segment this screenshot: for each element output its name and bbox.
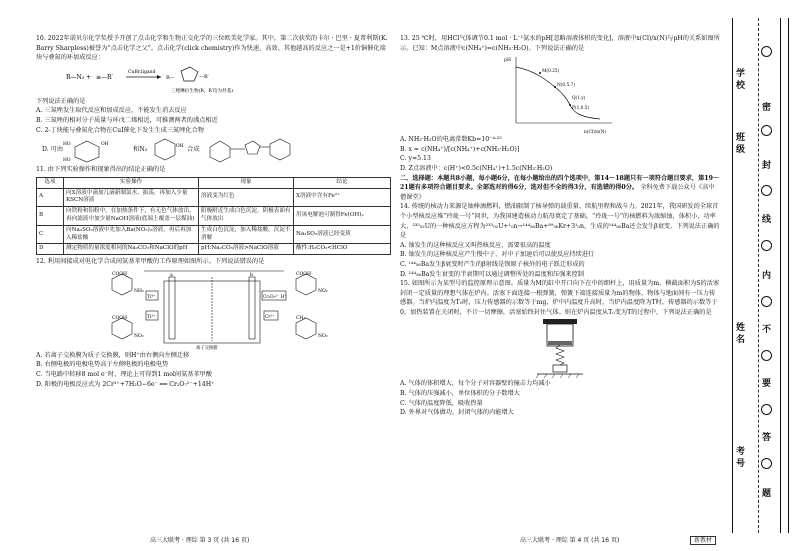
sidebar-field-label: 号 (736, 459, 746, 469)
svg-text:OH: OH (101, 142, 109, 148)
label-cr3: Cr³⁺ (264, 314, 274, 320)
q10-option-c: C. 2-丁炔能与叠氮化合物在CuI催化下发生生成三氮唑化合物 (36, 126, 204, 134)
sidebar-rule-outer (788, 18, 789, 533)
table-cell: 测定物质的量浓度相同的Na₂CO₃和NaClO的pH (64, 244, 199, 255)
download-note: 全科免费下载公众号《高中僧课堂》 (400, 184, 715, 201)
table-cell: 生成白色沉淀，加入稀盐酸，沉淀不消解 (199, 225, 294, 244)
q10-option-b: B. 三氮唑的相对分子质量与环戊二烯相近，可推测两者的沸点相近 (36, 116, 218, 124)
electrolysis-cell (84, 267, 344, 351)
q10-option-d-tail: 合成 (187, 146, 200, 154)
table-header-cell: 现象 (199, 177, 294, 188)
weight-block (553, 365, 567, 372)
q10-stem: 10. 2022年诺贝尔化学奖授予开创了点击化学和生物正交化学的三位欧美化学家。其中，第二次获奖的卡尔 · 巴里 · 夏普利斯(K. Barry Sharpless)被誉为“点击化学之父”。点击化学(click chemistry)作为快速、高效、其他越高的反应之一是+1价铜催化端炔与叠氮的环加成反应： (36, 35, 388, 62)
click-reaction-diagram (66, 63, 266, 97)
binding-hole-icon (761, 296, 772, 307)
q12-option-b: B. 右侧电极的电极电势高于左侧电极的电极电势 (36, 361, 169, 369)
binding-warning-char: 题 (762, 489, 772, 499)
svg-text:HO: HO (63, 158, 71, 164)
ph-titration-graph (500, 53, 620, 135)
table-header-cell: 选项 (37, 177, 64, 188)
binding-warning-char: 答 (762, 433, 772, 443)
label-electrode-a: a (169, 272, 173, 278)
label-ti4: Ti⁴⁺ (146, 294, 155, 300)
binding-warning-char: 封 (762, 161, 772, 171)
q14-option-c: C. ¹⁴⁴₅₆Ba发生β衰变时产生的β射线是钡原子核外的电子跃迁形成的 (400, 260, 585, 268)
titration-curve (516, 67, 600, 119)
section-2-text: 二、选择题：本题共8小题，每小题6分，在每小题给出的四个选项中，第14～18题只有一项符合题目要求，第19～21题有多项符合题目要求。全部选对的得6分，选对但不全的得3分，有选错的得0分。 (400, 174, 720, 192)
q15-option-d: D. 外界对气体做功，封闭气体的内能增大 (400, 409, 514, 417)
sidebar-field-label: 学 (736, 69, 746, 79)
table-cell: B (37, 207, 64, 226)
q12-stem: 12. 利用间接成对电化学合成间氨基苯甲酸的工作原理如图所示。下列说法错误的是 (36, 258, 265, 266)
sugar-structure (63, 135, 133, 165)
right-column (400, 34, 720, 418)
label-no2-2: NO₂ (317, 288, 328, 294)
table-cell: 阳极附近生成白色沉淀，阴极表面有气体放出 (199, 207, 294, 226)
q13-option-a: A. NH₃·H₂O的电离常数Kb=10⁻⁴·²⁵ (400, 136, 502, 144)
electrode-a (169, 277, 175, 339)
footer-left: 高三大联考 · 理综 第 3 页 (共 16 页) (150, 537, 250, 544)
sidebar-field-label: 考 (736, 447, 746, 457)
scheme-alkyne: ≡—R′ (96, 73, 113, 81)
binding-hole-icon (761, 458, 772, 469)
sidebar-cut-line (758, 18, 759, 533)
binding-hole-icon (761, 240, 772, 251)
label-dichromate: Cr₂O₇²⁻ H⁺ (262, 294, 287, 300)
binding-warning-char: 要 (762, 379, 772, 389)
x-axis-label: n(Cl)/n(N) (584, 130, 607, 136)
scheme-catalyst: CuBr,ligand (128, 69, 156, 75)
binding-warning-char: 线 (762, 215, 772, 225)
q11-table (36, 177, 391, 255)
table-header-row (37, 177, 391, 188)
sidebar-rule-right (780, 18, 781, 533)
phenol-structure (147, 135, 187, 165)
table-cell: 向铁粉和铝粉中，在加热条件下，有无色气体放出，再向滤液中加少量NaOH溶液(底端上覆盖一层煤油) (64, 207, 199, 226)
binding-hole-icon (761, 350, 772, 361)
point-m-label: M(0.25) (542, 69, 560, 75)
sidebar-field-label: 班 (736, 133, 746, 143)
label-cooh-2: COOH (111, 315, 127, 321)
table-cell: Na₂SO₃溶液已经变质 (294, 225, 391, 244)
q13-option-c: C. y≈5.13 (400, 155, 431, 163)
label-electrode-b: b (249, 272, 253, 278)
q10-reaction-scheme (36, 63, 391, 97)
table-header-cell: 实验操作 (64, 177, 199, 188)
scheme-azide: R—N₃ + (66, 73, 92, 81)
q14-option-a: A. 铀发生的这种核反应又叫热核反应，需要很高的温度 (400, 241, 551, 249)
sidebar-field-label: 姓 (736, 323, 746, 333)
cylinder-spring-apparatus (525, 317, 595, 379)
q13-stem: 13. 25 ℃时，用HCl气体调节0.1 mol · L⁻¹氨水的pH[忽略溶液体积的变化]，溶液中x(Cl)/x(N)与pH的关系如图所示。已知：M点溶液中c(NH₄⁺)=c(NH₃·H₂O)。下列说法正确的是 (400, 35, 720, 52)
table-row (37, 225, 391, 244)
fixed-ceiling (543, 319, 577, 324)
label-no2: NO₂ (133, 333, 144, 339)
table-cell: X溶液中含有Fe²⁺ (294, 188, 391, 207)
label-cooh-3: COOH (295, 271, 311, 277)
point-n-label: N(0.5,7) (557, 83, 576, 89)
q10-option-d (42, 135, 391, 165)
binding-sidebar (728, 0, 794, 551)
q12-option-a: A. 若离子交换膜为质子交换膜，则H⁺由右侧向左侧迁移 (36, 351, 190, 359)
svg-text:HO: HO (63, 142, 71, 148)
label-nh2: NH₂ (133, 288, 144, 294)
table-cell: D (37, 244, 64, 255)
table-row (37, 188, 391, 207)
svg-text:OH: OH (176, 144, 184, 150)
svg-text:—R′: —R′ (199, 73, 209, 80)
q10-ask: 下列说法正确的是 (36, 97, 86, 105)
q13-option-b: B. x = c(NH₄⁺)/[c(NH₄⁺)+c(NH₃·H₂O)] (400, 145, 520, 153)
point-q-label: Q(1,y) (572, 96, 586, 102)
q14-option-d: D. ¹⁴⁴₅₆Ba发生衰变的半衰期可以通过调整所处的温度和压强来控制 (400, 270, 584, 278)
binding-hole-icon (761, 404, 772, 415)
product-structure (200, 135, 300, 165)
spring (556, 345, 564, 365)
q15-apparatus-diagram (400, 317, 720, 379)
table-cell: 向Na₂SO₃溶液中先加入Ba(NO₃)₂溶液，再后再加入稀盐酸 (64, 225, 199, 244)
binding-warning-char: 不 (762, 325, 772, 335)
table-cell: 向X溶液中滴加几滴新制氯水，振荡，再加入少量KSCN溶液 (64, 188, 199, 207)
section-2-instructions (400, 174, 720, 203)
label-membrane: 离子交换膜 (195, 345, 217, 351)
footer-right: 高三大联考 · 理综 第 4 页 (共 16 页) (520, 537, 620, 544)
left-column (36, 34, 391, 389)
table-cell: 用该电解池可制得Fe(OH)₂ (294, 207, 391, 226)
electrode-b (249, 277, 255, 339)
label-cooh: COOH (111, 271, 127, 277)
q13-option-d: D. Z点溶液中：c(H⁺)<0.5c(NH₄⁺)+1.5c(NH₃·H₂O) (400, 164, 553, 172)
y-axis-label: pH (504, 58, 511, 64)
label-ch3: CH₃ (295, 315, 305, 321)
label-no2-3: NO₂ (317, 333, 328, 339)
q12-option-d: D. 阳极的电极反应式为 2Cr³⁺+7H₂O−6e⁻ ══ Cr₂O₇²⁻+14H⁺ (36, 380, 215, 388)
q12-option-c: C. 当电路中转移8 mol e⁻时，理论上可得到1 mol间氨基苯甲酸 (36, 370, 213, 378)
triazole-ring (181, 67, 198, 81)
q13-graph (400, 53, 720, 135)
q15-option-a: A. 气体的体积增大，每个分子对容器壁的撞击力均减小 (400, 380, 551, 388)
q12-electrolysis-diagram (36, 267, 391, 351)
q15-stem: 15. 如图所示为某型号的监控原理示意图。质量为M的缸中开口向下在中的细杆上，用质量为m，横截面积为S的活塞封闭一定质量的理想气体在炉内。活塞下面连接一根弹簧，弹簧下端连接质量为m的物体，物体与地面间有一压力传感器。当炉内温度为T₀时，压力传感器的示数等于mg，炉中内温度升高时，当炉内温度降为T时，传感器的示数等于0，加热装置在关闭时，不计一切摩擦，活塞始终封住气体。则在炉内温度从T₀变为T的过程中，下列说法正确的是 (400, 280, 720, 316)
piston (548, 341, 572, 345)
point-p-label: P(1,0.5) (572, 106, 590, 112)
table-cell: 酸性:H₂CO₃<HClO (294, 244, 391, 255)
sidebar-field-label: 校 (736, 81, 746, 91)
svg-text:R—: R— (166, 74, 175, 81)
q14-option-b: B. 铀发生的这种核反应产生慢中子，对中子加速后可以使反应持续进行 (400, 251, 595, 259)
sidebar-field-label: 级 (736, 145, 746, 155)
q14-stem: 14. 传统的核动力来源是铀棒滴燃料，燃油限制了核导弹的载重量、续航里程和战斗力。2021年，我国研发的全球首个小型核反应堆“玲珑一号”问世，为我国建造核动力航母奠定了基础。“玲珑一号”的核燃料为浓缩铀，体积小，功率大，²³⁵₉₂U的一种核反应方程为²³⁵₉₂U+¹₀n→¹⁴⁴₅₆Ba+⁸⁹₃₆Kr+3¹₀n，生成的¹⁴⁴₅₆Ba还会发生β衰变。下列说法正确的是 (400, 203, 720, 240)
q15-option-c: C. 气体的温度降低，吸收热量 (400, 399, 483, 407)
binding-hole-icon (761, 46, 772, 57)
edition-badge-label: 新教材 (690, 536, 716, 545)
edition-badge (690, 535, 716, 544)
q10-option-d-prefix: D. 可由 (42, 146, 64, 154)
label-ti3: Ti³⁺ (146, 314, 155, 320)
binding-warning-char: 内 (762, 271, 772, 281)
table-cell: C (37, 225, 64, 244)
q10-option-d-azide: 和N₃ (133, 146, 148, 154)
scheme-caption: 三唑啉衍生物(R，R′均为烃基) (171, 88, 234, 94)
binding-hole-icon (761, 125, 772, 136)
q15-option-b: B. 气体的压强减小，单位体积的分子数增大 (400, 390, 520, 398)
q10-option-a: A. 三氮唑发生取代反应和加成反应，不能发生消去反应 (36, 107, 187, 115)
table-cell: A (37, 188, 64, 207)
table-cell: pH:Na₂CO₃溶液>NaClO溶液 (199, 244, 294, 255)
table-cell: 溶液变为红色 (199, 188, 294, 207)
table-header-cell: 结论 (294, 177, 391, 188)
sidebar-rule-left (732, 18, 733, 533)
table-row (37, 244, 391, 255)
q11-stem: 11. 由下列实验操作和现象得出的结论正确的是 (36, 166, 166, 174)
sidebar-field-label: 名 (736, 335, 746, 345)
binding-warning-char: 密 (762, 103, 772, 113)
binding-hole-icon (761, 185, 772, 196)
table-row (37, 207, 391, 226)
